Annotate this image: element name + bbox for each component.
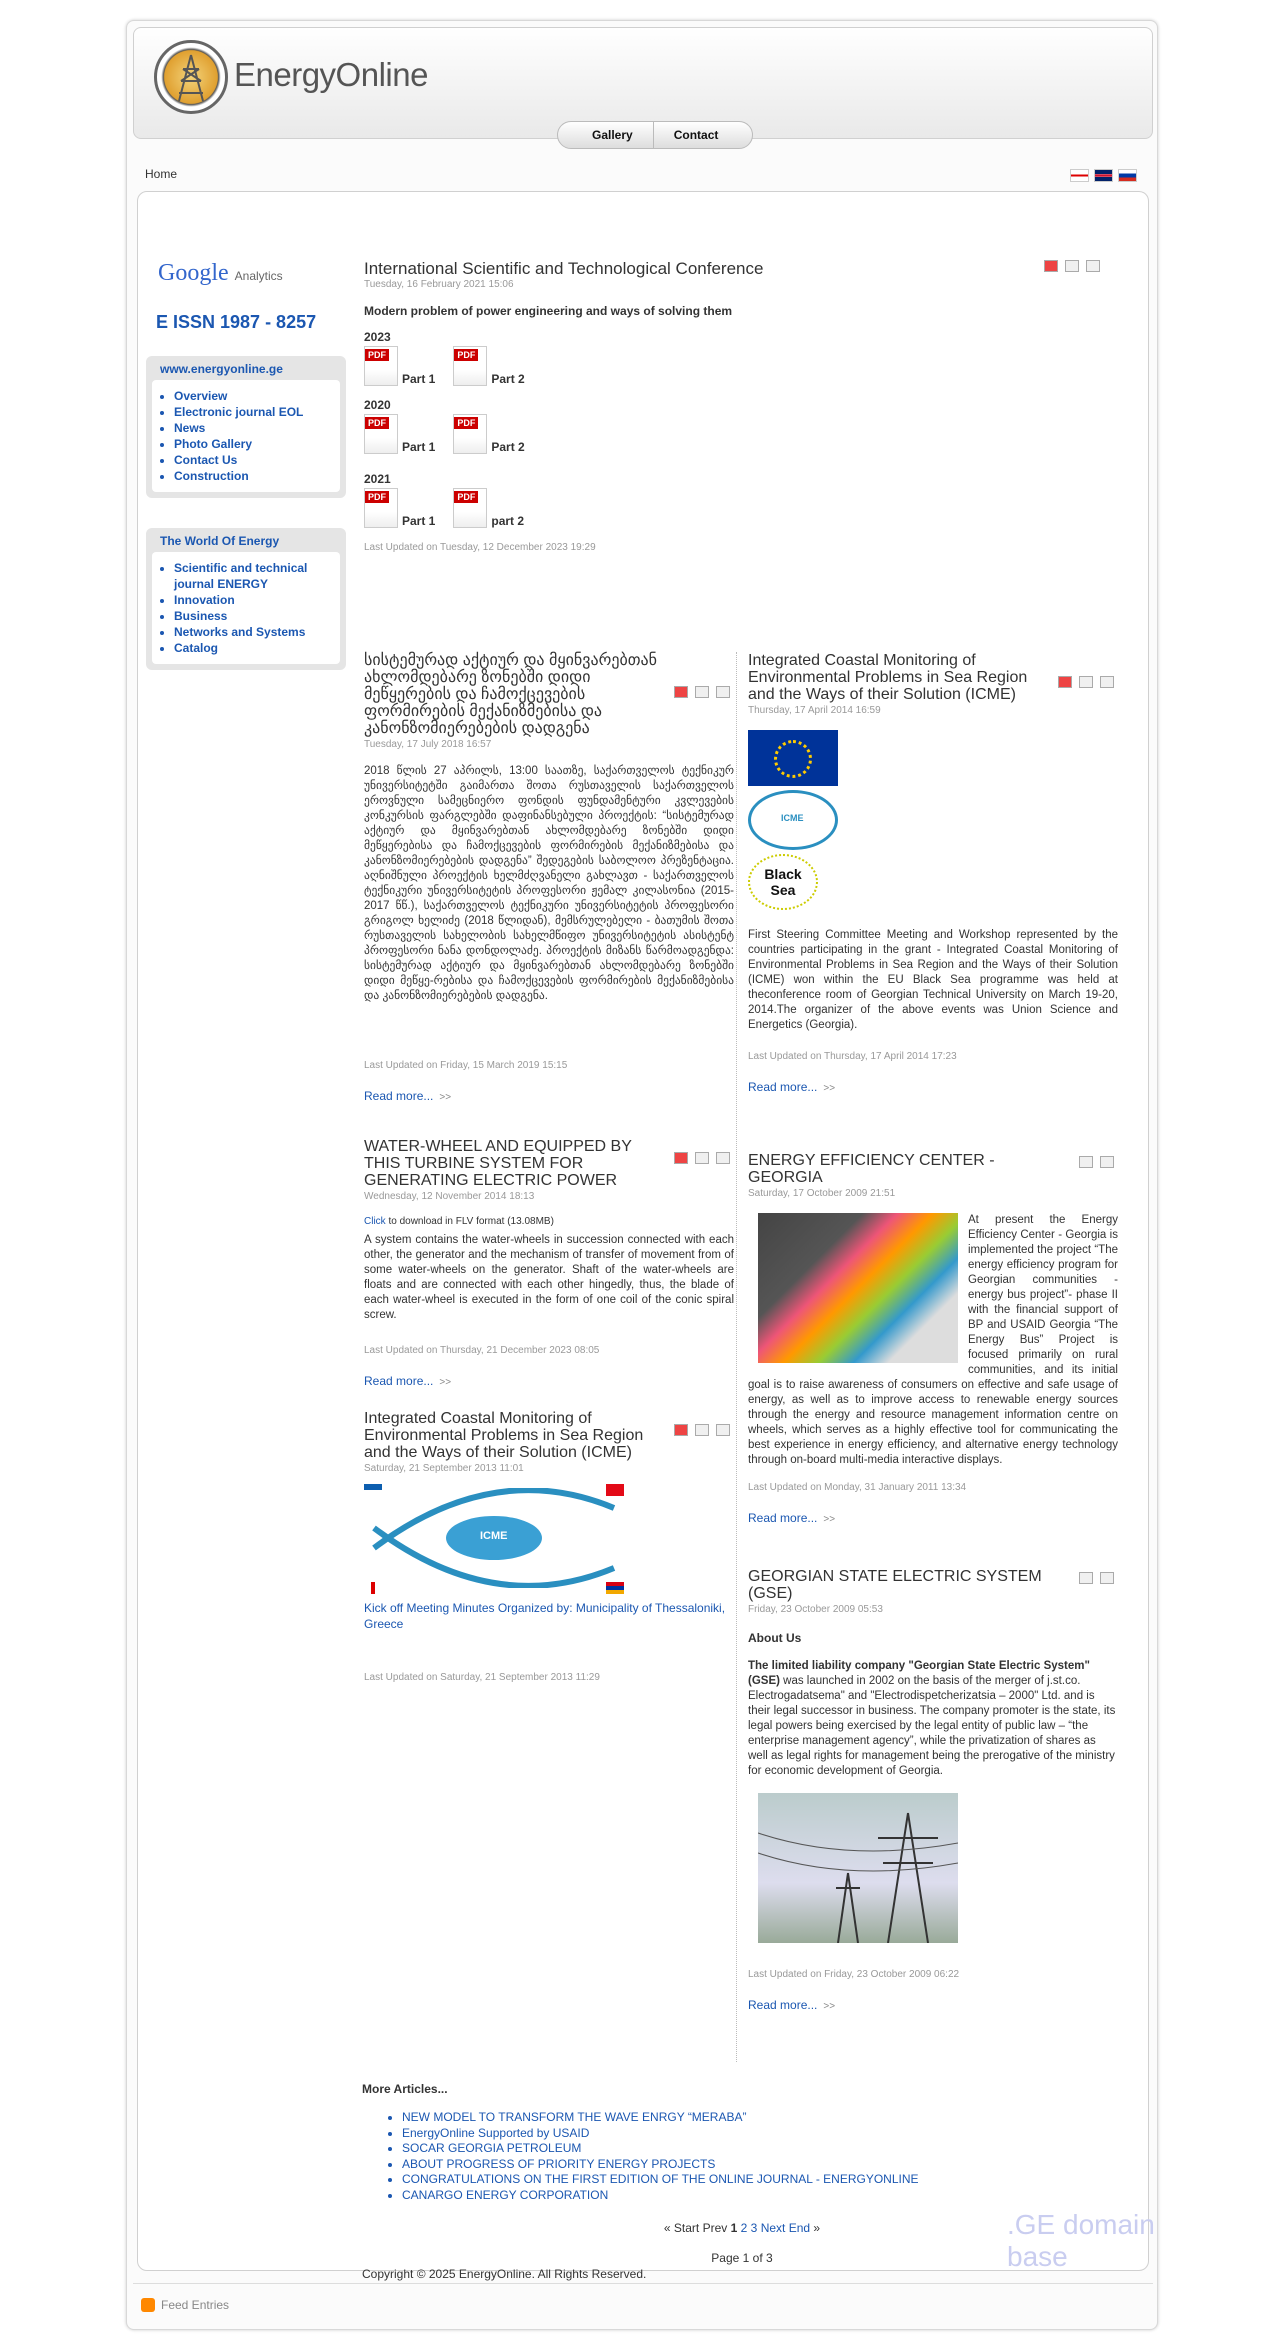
article-date: Thursday, 17 April 2014 16:59	[748, 705, 881, 716]
read-more-arrows: >>	[823, 2001, 836, 2012]
column-divider	[736, 652, 737, 2062]
power-lines-photo	[758, 1793, 958, 1943]
article-body: At present the Energy Efficiency Center - Georgia is implemented the project “The energy efficiency program for Georgian communities - energy bus project”- phase II with the financial support of BP and USAID Georgia “The Energy Bus” Project is focused primarily on rural communities, and its initial goal is to raise awareness of consumers on effective and safe usage of energy, as well as to improve access to renewable energy sources through the energy and resource management information centre on wheels, which serves as a highly effective tool for communicating the best experience in energy efficiency, and alternative energy technology through on-board multi-media interactive displays.	[748, 1214, 1118, 1466]
menu-contact[interactable]: Contact	[653, 122, 739, 148]
article-title: Integrated Coastal Monitoring of Environmental Problems in Sea Region and the Ways of their Solution (ICME)	[364, 1410, 644, 1461]
menu-news[interactable]: • News	[174, 420, 332, 436]
article-icme-2013	[364, 1410, 734, 1683]
pdf-link[interactable]	[364, 346, 435, 386]
copyright: Copyright © 2025 EnergyOnline. All Rights Reserved.	[362, 2267, 647, 2281]
logo-icon[interactable]	[154, 40, 228, 114]
menu-scientific-journal[interactable]: • Scientific and technical journal ENERGY	[174, 560, 332, 592]
icme-logo-text: ICME	[480, 1530, 508, 1542]
article-tools	[1044, 260, 1100, 272]
more-articles-title: More Articles...	[362, 2082, 448, 2096]
energy-bus-photo	[758, 1213, 958, 1363]
print-icon[interactable]	[1079, 1156, 1093, 1168]
kickoff-meeting-link[interactable]: Kick off Meeting Minutes Organized by: Municipality of Thessaloniki, Greece	[364, 1601, 726, 1631]
download-info: to download in FLV format (13.08MB)	[385, 1216, 554, 1227]
article-date: Friday, 23 October 2009 05:53	[748, 1604, 883, 1615]
part-label: Part 2	[491, 440, 525, 454]
print-icon[interactable]	[695, 1152, 709, 1164]
pdf-file-icon	[453, 346, 487, 386]
domain-watermark: .GE domain base	[1007, 2209, 1155, 2272]
article-date: Saturday, 17 October 2009 21:51	[748, 1188, 896, 1199]
article-updated: Last Updated on Friday, 15 March 2019 15:15	[364, 1060, 568, 1071]
google-analytics-logo	[158, 260, 283, 287]
print-icon[interactable]	[1079, 1572, 1093, 1584]
read-more-text: Read more...	[364, 1374, 434, 1388]
pdf-icon[interactable]	[674, 686, 688, 698]
rss-icon[interactable]	[141, 2298, 155, 2312]
conference-date: Tuesday, 16 February 2021 15:06	[364, 279, 514, 290]
page-count: Page 1 of 3	[711, 2251, 773, 2265]
conference-article	[364, 260, 1114, 650]
article-georgian	[364, 652, 734, 1103]
part-label: Part 2	[491, 372, 525, 386]
read-more-link[interactable]	[748, 1511, 1118, 1525]
email-icon[interactable]	[716, 1424, 730, 1436]
part-label: Part 1	[402, 440, 436, 454]
download-line	[364, 1216, 734, 1227]
pdf-file-icon	[364, 346, 398, 386]
part-label: Part 1	[402, 514, 436, 528]
article-date: Tuesday, 17 July 2018 16:57	[364, 739, 492, 750]
read-more-arrows: >>	[439, 1377, 452, 1388]
print-icon[interactable]	[1079, 676, 1093, 688]
world-energy-box	[146, 528, 346, 670]
year-2021: 2021	[364, 472, 391, 486]
read-more-text: Read more...	[364, 1089, 434, 1103]
year-2020: 2020	[364, 398, 391, 412]
article-body-wrap	[748, 1659, 1118, 1779]
eu-flag-image	[748, 730, 838, 786]
footer	[133, 2283, 1153, 2325]
article-tools	[1079, 1572, 1114, 1584]
pdf-file-icon	[364, 414, 398, 454]
pagination-current: 1	[730, 2221, 738, 2235]
world-energy-title: The World Of Energy	[160, 534, 280, 548]
menu-photo-gallery[interactable]: • Photo Gallery	[174, 436, 332, 452]
read-more-arrows: >>	[439, 1092, 452, 1103]
article-date: Saturday, 21 September 2013 11:01	[364, 1463, 524, 1474]
russia-flag-icon[interactable]	[1118, 169, 1137, 182]
read-more-arrows: >>	[823, 1514, 836, 1525]
email-icon[interactable]	[1086, 260, 1100, 272]
uk-flag-icon[interactable]	[1094, 169, 1113, 182]
menu-networks[interactable]: • Networks and Systems	[174, 624, 332, 640]
site-menu-box	[146, 356, 346, 498]
article-title: GEORGIAN STATE ELECTRIC SYSTEM (GSE)	[748, 1568, 1042, 1602]
article-body: First Steering Committee Meeting and Workshop represented by the countries participating in the grant - Integrated Coastal Monitoring of Environmental Problems in Sea Region and the Ways of their Solution (ICME) won within the EU Black Sea programme was held at theconference room of Georgian Technical University on March 19-20, 2014.The organizer of the above events was Union Science and Energetics (Georgia).	[748, 929, 1118, 1031]
read-more-link[interactable]	[748, 1080, 1118, 1094]
article-title: სისტემურად აქტიურ და მყინვარებთან ახლომდებარე ზონებში დიდი მეწყერების და ჩამოქცევების ფორმირების მექანიზმებისა და კანონზომიერებების დადგენა	[364, 652, 658, 737]
print-icon[interactable]	[695, 686, 709, 698]
pdf-link[interactable]	[453, 346, 524, 386]
article-updated: Last Updated on Monday, 31 January 2011 13:34	[748, 1482, 967, 1493]
pdf-file-icon	[364, 488, 398, 528]
menu-innovation[interactable]: • Innovation	[174, 592, 332, 608]
pdf-file-icon	[453, 488, 487, 528]
article-body: 2018 წლის 27 აპრილს, 13:00 საათზე, საქართველოს ტექნიკურ უნივერსიტეტში გაიმართა შოთა რუსთაველის საქართველოს ეროვნული სამეცნიერო ფონდის ფუნდამენტური კვლევების კონკურსის ფარგლებში დაფინანსებული პროექტის: “სისტემურად აქტიურ და მყინვარებთან ახლომდებარე ზონებში დიდი მეწყერებისა და ჩამოქცევების ფორმირების მექანიზმებისა და კანონზომიერებების დადგენა” შედეგების საბოლოო პრეზენტაცია. აღნიშნული პროექტის ხელმძღვანელი გახლავთ - საქართველოს ტექნიკური უნივერსიტეტის პროფესორი ჟემალ კილასონია (2015-2017 წწ.), საქართველოს ტექნიკური უნივერსიტეტის პროფესორი გრიგოლ ხელიძე (2018 წლიდან), მემსრულებელი - ბათუმის შოთა რუსთაველის სახელობის სახელმწიფო უნივერსიტეტის ასისტენტ პროფესორი ნანა დონდოლაძე. პროექტის მიზანს წარმოადგენდა: სისტემურად აქტიურ და მყინვარებთან ახლომდებარე ზონებში დიდი მეწყე-რებისა და ჩამოქცევების ფორმირების მექანიზმებისა და კანონზომიერებების დადგენა.	[364, 765, 734, 1002]
article-body-wrap	[748, 1213, 1118, 1468]
pdf-file-icon	[453, 414, 487, 454]
read-more-link[interactable]	[364, 1089, 734, 1103]
print-icon[interactable]	[695, 1424, 709, 1436]
site-menu-title: www.energyonline.ge	[160, 362, 283, 376]
menu-construction[interactable]: • Construction	[174, 468, 332, 484]
icme-logo-text: ICME	[781, 813, 804, 823]
breadcrumb[interactable]: Home	[145, 167, 178, 181]
google-text: Google	[158, 260, 229, 286]
article-date: Wednesday, 12 November 2014 18:13	[364, 1191, 535, 1202]
year-2023: 2023	[364, 330, 391, 344]
menu-overview[interactable]: • Overview	[174, 388, 332, 404]
site-logo-text[interactable]: EnergyOnline	[234, 56, 428, 93]
conference-updated: Last Updated on Tuesday, 12 December 2023 19:29	[364, 542, 596, 553]
article-water-wheel	[364, 1138, 734, 1388]
conference-subtitle: Modern problem of power engineering and ways of solving them	[364, 304, 733, 318]
email-icon[interactable]	[716, 686, 730, 698]
more-article-link[interactable]: • CANARGO ENERGY CORPORATION	[402, 2188, 1122, 2204]
print-icon[interactable]	[1065, 260, 1079, 272]
pdf-link[interactable]	[453, 414, 524, 454]
conference-title: International Scientific and Technological Conference	[364, 259, 764, 278]
top-menu	[557, 121, 753, 149]
more-article-link[interactable]: • NEW MODEL TO TRANSFORM THE WAVE ENRGY “MERABA”	[402, 2110, 1122, 2126]
read-more-link[interactable]	[364, 1374, 734, 1388]
icme-logo-image	[748, 790, 838, 850]
pagination-start-prev: « Start Prev	[663, 2221, 728, 2235]
read-more-link[interactable]	[748, 1998, 1118, 2012]
article-energy-efficiency	[748, 1152, 1118, 1525]
menu-business[interactable]: • Business	[174, 608, 332, 624]
content-area	[137, 191, 1149, 2281]
issn-label: E ISSN 1987 - 8257	[156, 312, 317, 332]
article-tools	[1058, 676, 1114, 688]
feed-entries-link[interactable]: Feed Entries	[161, 2297, 230, 2312]
read-more-text: Read more...	[748, 1511, 818, 1525]
georgia-flag-icon[interactable]	[1070, 169, 1089, 182]
read-more-arrows: >>	[823, 1083, 836, 1094]
article-tools	[674, 1424, 730, 1436]
article-tools	[674, 686, 730, 698]
menu-catalog[interactable]: • Catalog	[174, 640, 332, 656]
pagination-end[interactable]: End	[788, 2221, 811, 2235]
email-icon[interactable]	[1100, 1572, 1114, 1584]
pdf-link[interactable]	[364, 488, 435, 528]
article-gse	[748, 1568, 1118, 2012]
read-more-text: Read more...	[748, 1998, 818, 2012]
article-body: A system contains the water-wheels in succession connected with each other, the generator and the mechanism of transfer of movement from of some water-wheels on the generator. Shaft of the water-wheels are floats and are connected with each other hingedly, thus, the blade of each water-wheel is executed in the form of one coil of the conic spiral screw.	[364, 1234, 734, 1321]
pagination-page-3[interactable]: 3	[750, 2221, 758, 2235]
pdf-link[interactable]	[453, 488, 524, 528]
article-title: WATER-WHEEL AND EQUIPPED BY THIS TURBINE SYSTEM FOR GENERATING ELECTRIC POWER	[364, 1138, 632, 1189]
article-updated: Last Updated on Thursday, 21 December 2023 08:05	[364, 1345, 600, 1356]
pagination-next[interactable]: Next	[760, 2221, 786, 2235]
pdf-icon[interactable]	[1044, 260, 1058, 272]
pdf-icon[interactable]	[674, 1424, 688, 1436]
part-label: part 2	[491, 514, 525, 528]
menu-contact-us[interactable]: • Contact Us	[174, 452, 332, 468]
article-body: was launched in 2002 on the basis of the merger of j.st.co. Electrogadatsema" and "Electrodispetcherizatsia – 2000" Ltd. and is their legal successor in business. The company promoter is the state, its legal powers being exercised by the legal entity of public law – “the enterprise management agency”, while the privatization of shares as well as legal rights for management being the prerogative of the ministry for economic development of Georgia.	[748, 1675, 1116, 1777]
article-updated: Last Updated on Thursday, 17 April 2014 17:23	[748, 1051, 957, 1062]
black-sea-logo: Black Sea	[748, 854, 818, 910]
menu-gallery[interactable]: Gallery	[592, 128, 633, 142]
article-icme-2014	[748, 652, 1118, 1094]
language-flags	[1070, 169, 1137, 182]
article-updated: Last Updated on Saturday, 21 September 2013 11:29	[364, 1672, 600, 1683]
company-name: The limited liability company "Georgian State Electric System" (GSE)	[748, 1660, 1090, 1687]
email-icon[interactable]	[716, 1152, 730, 1164]
pdf-link[interactable]	[364, 414, 435, 454]
pdf-icon[interactable]	[1058, 676, 1072, 688]
more-article-link[interactable]: • CONGRATULATIONS ON THE FIRST EDITION OF THE ONLINE JOURNAL - ENERGYONLINE	[402, 2172, 1122, 2188]
article-title: Integrated Coastal Monitoring of Environmental Problems in Sea Region and the Ways of their Solution (ICME)	[748, 652, 1028, 703]
article-updated: Last Updated on Friday, 23 October 2009 06:22	[748, 1969, 960, 1980]
article-tools	[1079, 1156, 1114, 1168]
more-article-link[interactable]: • ABOUT PROGRESS OF PRIORITY ENERGY PROJECTS	[402, 2157, 1122, 2173]
pagination-page-2[interactable]: 2	[740, 2221, 748, 2235]
article-title: ENERGY EFFICIENCY CENTER - GEORGIA	[748, 1152, 995, 1186]
pagination-suffix: »	[813, 2221, 821, 2235]
more-article-link[interactable]: • SOCAR GEORGIA PETROLEUM	[402, 2141, 1122, 2157]
part-label: Part 1	[402, 372, 436, 386]
email-icon[interactable]	[1100, 1156, 1114, 1168]
article-tools	[674, 1152, 730, 1164]
analytics-text: Analytics	[234, 269, 283, 283]
email-icon[interactable]	[1100, 676, 1114, 688]
download-link[interactable]: Click	[364, 1216, 386, 1227]
icme-logo-image	[364, 1484, 624, 1594]
pdf-icon[interactable]	[674, 1152, 688, 1164]
more-article-link[interactable]: • EnergyOnline Supported by USAID	[402, 2126, 1122, 2142]
read-more-text: Read more...	[748, 1080, 818, 1094]
menu-journal[interactable]: • Electronic journal EOL	[174, 404, 332, 420]
about-us-heading: About Us	[748, 1631, 802, 1645]
page-wrapper	[126, 20, 1158, 2330]
